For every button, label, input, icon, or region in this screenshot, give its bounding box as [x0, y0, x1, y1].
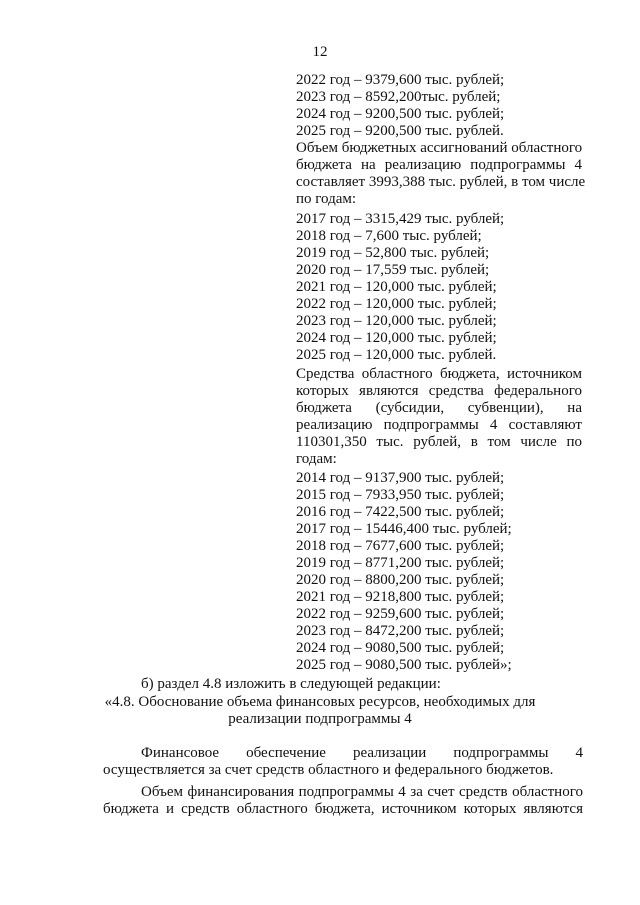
year-line: 2025 год – 120,000 тыс. рублей.	[296, 347, 497, 363]
year-line: 2024 год – 120,000 тыс. рублей;	[296, 330, 497, 346]
amendment-instruction: б) раздел 4.8 изложить в следующей редакции:	[141, 676, 441, 692]
paragraph-line: бюджета на реализацию подпрограммы 4	[296, 157, 582, 173]
paragraph-line: бюджета (субсидии, субвенции), на	[296, 400, 582, 416]
year-line: 2025 год – 9200,500 тыс. рублей.	[296, 123, 504, 139]
paragraph-line: осуществляется за счет средств областного и федерального бюджетов.	[103, 762, 554, 778]
year-line: 2024 год – 9080,500 тыс. рублей;	[296, 640, 505, 656]
year-line: 2021 год – 120,000 тыс. рублей;	[296, 279, 497, 295]
paragraph-line: составляет 3993,388 тыс. рублей, в том числе	[296, 174, 586, 190]
year-line: 2020 год – 8800,200 тыс. рублей;	[296, 572, 505, 588]
paragraph-line: Объем бюджетных ассигнований областного	[296, 140, 583, 156]
year-line: 2022 год – 9379,600 тыс. рублей;	[296, 72, 505, 88]
paragraph-line: Объем финансирования подпрограммы 4 за счет средств областного	[141, 784, 583, 800]
year-line: 2016 год – 7422,500 тыс. рублей;	[296, 504, 505, 520]
paragraph-line: которых являются средства федерального	[296, 383, 582, 399]
year-line: 2014 год – 9137,900 тыс. рублей;	[296, 470, 505, 486]
page-number: 12	[312, 44, 328, 60]
year-line: 2022 год – 9259,600 тыс. рублей;	[296, 606, 505, 622]
paragraph-line: годам:	[296, 451, 337, 467]
year-line: 2017 год – 15446,400 тыс. рублей;	[296, 521, 512, 537]
year-line: 2015 год – 7933,950 тыс. рублей;	[296, 487, 505, 503]
paragraph-line: по годам:	[296, 191, 357, 207]
year-line: 2018 год – 7,600 тыс. рублей;	[296, 228, 482, 244]
year-line: 2018 год – 7677,600 тыс. рублей;	[296, 538, 505, 554]
year-line: 2020 год – 17,559 тыс. рублей;	[296, 262, 490, 278]
year-line: 2025 год – 9080,500 тыс. рублей»;	[296, 657, 512, 673]
year-line: 2019 год – 52,800 тыс. рублей;	[296, 245, 490, 261]
year-line: 2023 год – 120,000 тыс. рублей;	[296, 313, 497, 329]
paragraph-line: Финансовое обеспечение реализации подпрограммы 4	[141, 745, 583, 761]
year-line: 2022 год – 120,000 тыс. рублей;	[296, 296, 497, 312]
year-line: 2017 год – 3315,429 тыс. рублей;	[296, 211, 505, 227]
paragraph-line: 110301,350 тыс. рублей, в том числе по	[296, 434, 582, 450]
year-line: 2023 год – 8472,200 тыс. рублей;	[296, 623, 505, 639]
year-line: 2021 год – 9218,800 тыс. рублей;	[296, 589, 505, 605]
section-heading: реализации подпрограммы 4	[228, 711, 412, 727]
year-line: 2019 год – 8771,200 тыс. рублей;	[296, 555, 505, 571]
section-heading: «4.8. Обоснование объема финансовых ресурсов, необходимых для	[104, 694, 536, 710]
paragraph-line: реализацию подпрограммы 4 составляют	[296, 417, 582, 433]
year-line: 2023 год – 8592,200тыс. рублей;	[296, 89, 501, 105]
paragraph-line: Средства областного бюджета, источником	[296, 366, 582, 382]
year-line: 2024 год – 9200,500 тыс. рублей;	[296, 106, 505, 122]
paragraph-line: бюджета и средств областного бюджета, источником которых являются	[103, 801, 583, 817]
